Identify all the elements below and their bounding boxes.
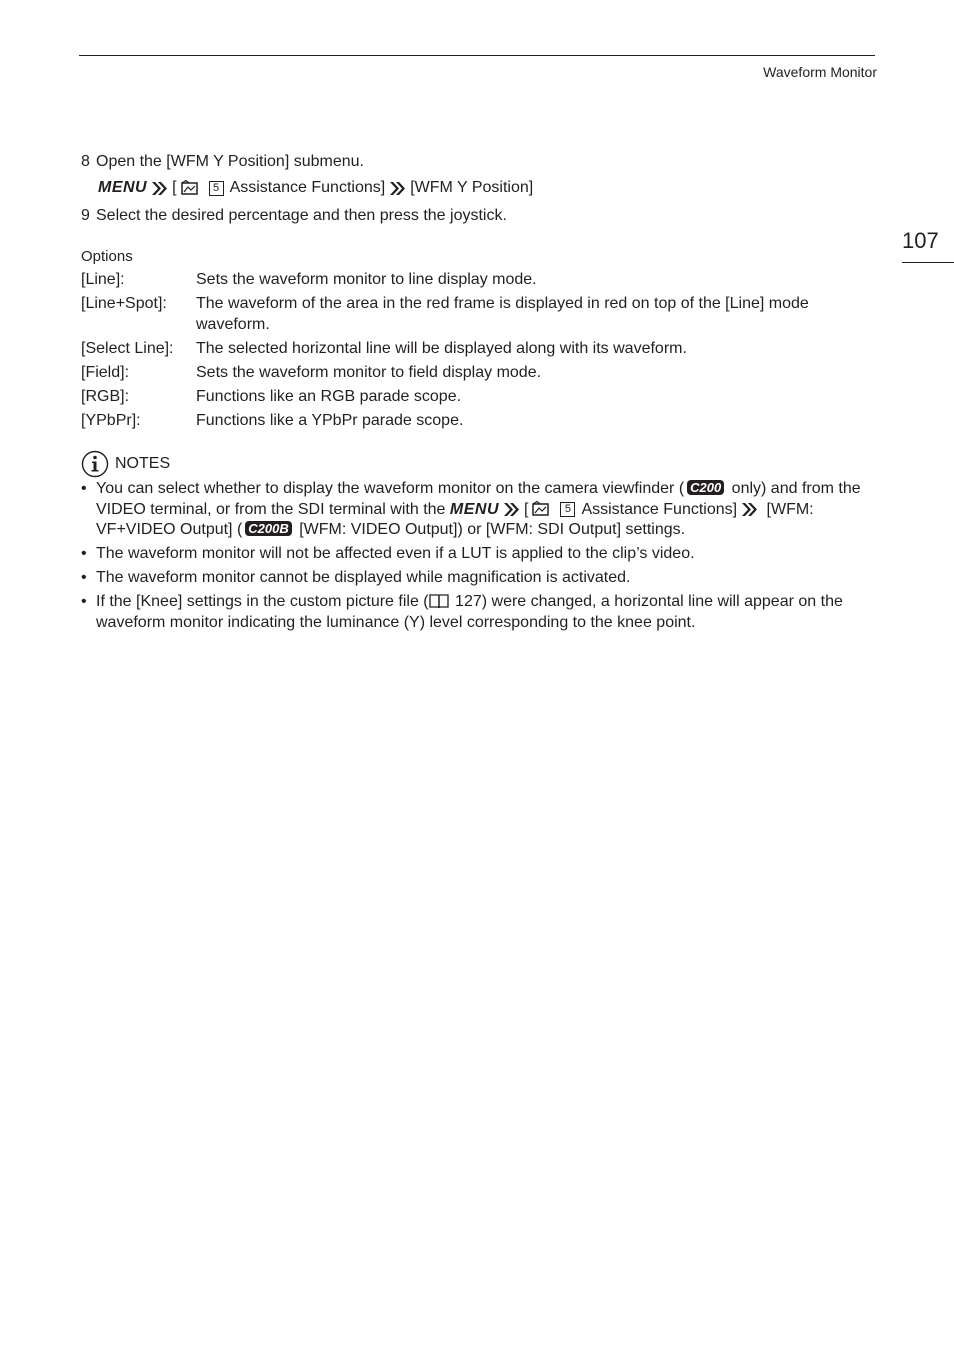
double-chevron-icon	[151, 181, 168, 196]
model-badge-c200: C200	[687, 480, 724, 495]
path-item-assistance: Assistance Functions]	[229, 179, 386, 196]
bullet: •	[81, 480, 87, 497]
model-badge-c200b: C200B	[245, 521, 291, 536]
notes-heading	[81, 450, 170, 478]
book-icon	[429, 593, 449, 609]
bullet: •	[81, 593, 87, 610]
info-icon	[81, 450, 109, 478]
bullet: •	[81, 545, 87, 562]
option-term: [RGB]:	[81, 388, 130, 405]
option-term: [Line+Spot]:	[81, 295, 167, 312]
options-heading: Options	[81, 248, 133, 265]
option-term: [Select Line]:	[81, 340, 174, 357]
step-8	[81, 153, 364, 171]
bullet: •	[81, 569, 87, 586]
note-text: The waveform monitor cannot be displayed while magnification is activated.	[96, 569, 631, 586]
option-desc: Functions like an RGB parade scope.	[196, 388, 462, 405]
path-item-wfm-y: [WFM Y Position]	[410, 179, 534, 196]
option-desc: Functions like a YPbPr parade scope.	[196, 412, 464, 429]
menu-path	[98, 179, 533, 197]
step-text: Select the desired percentage and then press the joystick.	[96, 207, 507, 224]
bracket-open: [	[172, 179, 177, 196]
camera-setup-icon	[180, 180, 200, 196]
option-term: [Field]:	[81, 364, 130, 381]
page-reference: 127)	[450, 593, 488, 610]
note-text: You can select whether to display the waveform monitor on the camera viewfinder ( C200 only) and from the VIDEO terminal, or from the SDI terminal with the MENU [ 5 Assistance Functions] [WFM: VF+VIDEO Output] ( C200B [WFM: VIDEO Output]) or [WFM: SDI Output] settings.	[96, 480, 861, 538]
tab-number-box: 5	[209, 181, 224, 196]
camera-setup-icon	[531, 501, 551, 517]
menu-button-icon: MENU	[449, 500, 499, 518]
page-number: 107	[902, 228, 939, 253]
page-number-rule	[902, 262, 954, 263]
step-number: 9	[81, 207, 90, 224]
header-rule	[79, 55, 875, 56]
note-text: The waveform monitor will not be affected even if a LUT is applied to the clip’s video.	[96, 545, 695, 562]
option-desc: The waveform of the area in the red frame is displayed in red on top of the [Line] mode waveform.	[196, 295, 809, 333]
note-text: If the [Knee] settings in the custom picture file ( 127) were changed, a horizontal line will appear on the waveform monitor indicating the luminance (Y) level corresponding to the knee point.	[96, 593, 843, 631]
option-desc: The selected horizontal line will be displayed along with its waveform.	[196, 340, 687, 357]
option-desc: Sets the waveform monitor to field display mode.	[196, 364, 542, 381]
step-9	[81, 207, 507, 225]
double-chevron-icon	[741, 502, 758, 517]
running-header: Waveform Monitor	[763, 64, 877, 80]
step-text: Open the [WFM Y Position] submenu.	[96, 153, 364, 170]
menu-button-icon: MENU	[98, 179, 148, 196]
double-chevron-icon	[389, 181, 406, 196]
tab-number-box: 5	[560, 502, 575, 517]
double-chevron-icon	[503, 502, 520, 517]
notes-label: NOTES	[115, 455, 171, 472]
step-number: 8	[81, 153, 90, 170]
option-desc: Sets the waveform monitor to line display mode.	[196, 271, 537, 288]
option-term: [YPbPr]:	[81, 412, 141, 429]
option-term: [Line]:	[81, 271, 125, 288]
